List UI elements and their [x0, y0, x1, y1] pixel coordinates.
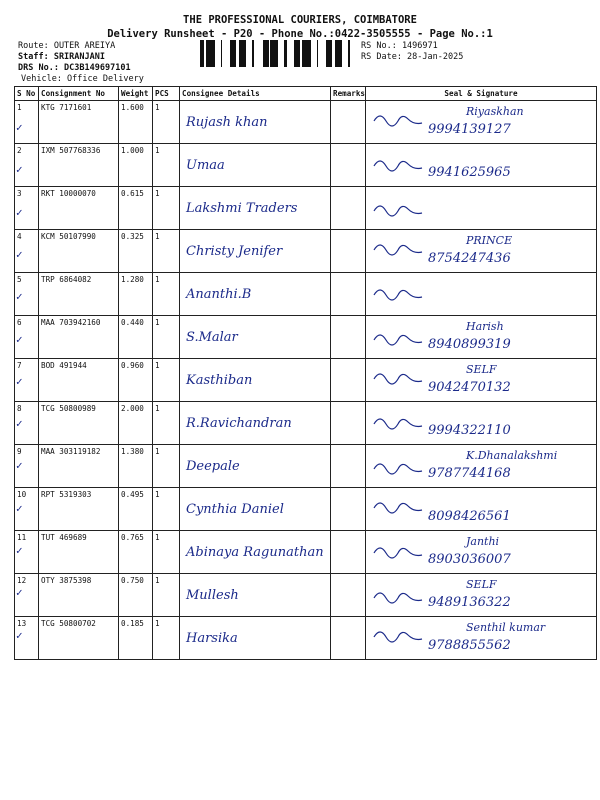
consignee-cell: Abinaya Ragunathan: [180, 531, 331, 574]
phone-number-text: 9941625965: [428, 165, 511, 180]
column-header: Consignee Details: [180, 87, 331, 101]
sno-cell: 4: [15, 230, 39, 273]
table-row: [15, 402, 597, 445]
phone-number-text: 9994322110: [428, 423, 511, 438]
remarks-cell: [331, 617, 366, 660]
signer-name-text: SELF: [466, 578, 497, 591]
consignee-cell: S.Malar: [180, 316, 331, 359]
weight-cell: 0.440: [119, 316, 153, 359]
check-mark-icon: ✓: [16, 163, 23, 177]
signer-name-text: K.Dhanalakshmi: [466, 449, 558, 462]
check-mark-icon: ✓: [16, 121, 23, 134]
table-row: [15, 101, 597, 144]
consignee-cell: Deepale: [180, 445, 331, 488]
rs-no-text: RS No.: 1496971: [361, 41, 438, 51]
check-mark-icon: ✓: [16, 459, 23, 473]
weight-cell: 1.280: [119, 273, 153, 316]
weight-cell: 2.000: [119, 402, 153, 445]
consignee-cell: Harsika: [180, 617, 331, 660]
check-mark-icon: ✓: [16, 290, 23, 304]
phone-number-text: 9489136322: [428, 595, 511, 610]
signature-cell: [366, 187, 597, 230]
table-row: [15, 230, 597, 273]
table-row: [15, 445, 597, 488]
signature-cell: [366, 531, 597, 574]
pcs-cell: 1: [153, 359, 180, 402]
sno-cell: 5: [15, 273, 39, 316]
column-header: S No: [15, 87, 39, 101]
check-mark-icon: ✓: [16, 501, 23, 515]
check-mark-icon: ✓: [16, 544, 23, 557]
consignment-no-cell: MAA 303119182: [39, 445, 119, 488]
drs-text: DRS No.: DC3B149697101: [18, 63, 131, 73]
phone-number-text: 8754247436: [428, 251, 511, 266]
remarks-cell: [331, 488, 366, 531]
handwritten-signature: [366, 402, 595, 442]
weight-cell: 0.185: [119, 617, 153, 660]
table-row: [15, 316, 597, 359]
handwritten-signature: [366, 144, 595, 184]
consignee-cell: Lakshmi Traders: [180, 187, 331, 230]
handwritten-signature: [366, 359, 595, 399]
remarks-cell: [331, 230, 366, 273]
phone-number-text: 9788855562: [428, 638, 511, 653]
remarks-cell: [331, 359, 366, 402]
consignee-cell: R.Ravichandran: [180, 402, 331, 445]
weight-cell: 1.600: [119, 101, 153, 144]
table-row: [15, 187, 597, 230]
pcs-cell: 1: [153, 574, 180, 617]
remarks-cell: [331, 101, 366, 144]
handwritten-signature: [366, 531, 595, 571]
consignment-no-cell: IXM 507768336: [39, 144, 119, 187]
phone-number-text: 9994139127: [428, 122, 511, 137]
pcs-cell: 1: [153, 531, 180, 574]
sno-cell: 10: [15, 488, 39, 531]
consignment-no-cell: RPT 5319303: [39, 488, 119, 531]
handwritten-signature: [366, 230, 595, 270]
phone-number-text: 9787744168: [428, 466, 511, 481]
sno-cell: 3: [15, 187, 39, 230]
handwritten-signature: [366, 617, 595, 657]
sno-cell: 12: [15, 574, 39, 617]
pcs-cell: 1: [153, 402, 180, 445]
sno-cell: 9: [15, 445, 39, 488]
runsheet-subtitle: Delivery Runsheet - P20 - Phone No.:0422-3505555 - Page No.:1: [107, 28, 493, 40]
phone-number-text: 8903036007: [428, 552, 511, 567]
signature-cell: [366, 488, 597, 531]
signature-cell: [366, 273, 597, 316]
pcs-cell: 1: [153, 187, 180, 230]
weight-cell: 0.325: [119, 230, 153, 273]
remarks-cell: [331, 402, 366, 445]
remarks-cell: [331, 273, 366, 316]
weight-cell: 0.960: [119, 359, 153, 402]
column-header: Remarks: [331, 87, 366, 101]
handwritten-signature: [366, 488, 595, 528]
pcs-cell: 1: [153, 273, 180, 316]
table-row: [15, 488, 597, 531]
pcs-cell: 1: [153, 101, 180, 144]
table-header-row: [15, 87, 597, 101]
handwritten-signature: [366, 187, 595, 227]
consignee-cell: Christy Jenifer: [180, 230, 331, 273]
signer-name-text: Riyaskhan: [466, 105, 524, 118]
pcs-cell: 1: [153, 316, 180, 359]
handwritten-signature: [366, 316, 595, 356]
pcs-cell: 1: [153, 617, 180, 660]
consignee-cell: Kasthiban: [180, 359, 331, 402]
signature-cell: [366, 574, 597, 617]
consignment-no-cell: MAA 703942160: [39, 316, 119, 359]
consignee-cell: Cynthia Daniel: [180, 488, 331, 531]
check-mark-icon: ✓: [16, 205, 23, 219]
handwritten-signature: [366, 574, 595, 614]
remarks-cell: [331, 531, 366, 574]
signature-cell: [366, 101, 597, 144]
signer-name-text: PRINCE: [466, 234, 513, 247]
weight-cell: 0.615: [119, 187, 153, 230]
remarks-cell: [331, 316, 366, 359]
barcode-image: [200, 40, 350, 67]
rs-date-text: RS Date: 28-Jan-2025: [361, 52, 464, 62]
consignment-no-cell: TUT 469689: [39, 531, 119, 574]
remarks-cell: [331, 187, 366, 230]
signer-name-text: Senthil kumar: [466, 621, 546, 634]
consignment-no-cell: BOD 491944: [39, 359, 119, 402]
sno-cell: 6: [15, 316, 39, 359]
signature-cell: [366, 402, 597, 445]
handwritten-signature: [366, 273, 595, 313]
check-mark-icon: ✓: [16, 417, 23, 431]
company-title: THE PROFESSIONAL COURIERS, COIMBATORE: [183, 14, 417, 26]
table-row: [15, 531, 597, 574]
pcs-cell: 1: [153, 230, 180, 273]
check-mark-icon: ✓: [16, 374, 23, 388]
staff-text: Staff: SRIRANJANI: [18, 52, 105, 62]
consignment-no-cell: RKT 10000070: [39, 187, 119, 230]
weight-cell: 1.000: [119, 144, 153, 187]
signature-cell: [366, 617, 597, 660]
check-mark-icon: ✓: [16, 247, 23, 261]
table-row: [15, 144, 597, 187]
meta-right: [361, 41, 463, 63]
sno-cell: 1: [15, 101, 39, 144]
check-mark-icon: ✓: [16, 586, 23, 600]
consignment-no-cell: KTG 7171601: [39, 101, 119, 144]
remarks-cell: [331, 574, 366, 617]
sno-cell: 11: [15, 531, 39, 574]
consignment-no-cell: TCG 50800702: [39, 617, 119, 660]
vehicle-text: Vehicle: Office Delivery: [21, 74, 144, 84]
pcs-cell: 1: [153, 445, 180, 488]
signature-cell: [366, 144, 597, 187]
consignee-cell: Mullesh: [180, 574, 331, 617]
weight-cell: 0.750: [119, 574, 153, 617]
signature-cell: [366, 359, 597, 402]
pcs-cell: 1: [153, 144, 180, 187]
table-row: [15, 574, 597, 617]
consignee-cell: Ananthi.B: [180, 273, 331, 316]
consignment-no-cell: TCG 50800989: [39, 402, 119, 445]
pcs-cell: 1: [153, 488, 180, 531]
column-header: Weight: [119, 87, 153, 101]
remarks-cell: [331, 144, 366, 187]
consignee-cell: Rujash khan: [180, 101, 331, 144]
table-row: [15, 273, 597, 316]
handwritten-signature: [366, 101, 595, 141]
phone-number-text: 9042470132: [428, 380, 511, 395]
table-row: [15, 617, 597, 660]
sno-cell: 13: [15, 617, 39, 660]
handwritten-signature: [366, 445, 595, 485]
sno-cell: 7: [15, 359, 39, 402]
weight-cell: 1.380: [119, 445, 153, 488]
table-row: [15, 359, 597, 402]
signer-name-text: Harish: [466, 320, 504, 333]
consignment-no-cell: OTY 3875398: [39, 574, 119, 617]
column-header: Seal & Signature: [366, 87, 597, 101]
phone-number-text: 8940899319: [428, 337, 511, 352]
phone-number-text: 8098426561: [428, 509, 511, 524]
weight-cell: 0.765: [119, 531, 153, 574]
runsheet-table: [14, 86, 597, 660]
table-body: [15, 101, 597, 660]
consignee-cell: Umaa: [180, 144, 331, 187]
sno-cell: 2: [15, 144, 39, 187]
column-header: Consignment No: [39, 87, 119, 101]
signer-name-text: SELF: [466, 363, 497, 376]
remarks-cell: [331, 445, 366, 488]
signature-cell: [366, 316, 597, 359]
meta-left: [18, 41, 144, 85]
check-mark-icon: ✓: [16, 628, 23, 642]
sno-cell: 8: [15, 402, 39, 445]
route-text: Route: OUTER AREIYA: [18, 41, 116, 51]
signature-cell: [366, 445, 597, 488]
check-mark-icon: ✓: [16, 332, 23, 346]
weight-cell: 0.495: [119, 488, 153, 531]
consignment-no-cell: KCM 50107990: [39, 230, 119, 273]
signer-name-text: Janthi: [466, 535, 500, 548]
column-header: PCS: [153, 87, 180, 101]
consignment-no-cell: TRP 6864082: [39, 273, 119, 316]
signature-cell: [366, 230, 597, 273]
